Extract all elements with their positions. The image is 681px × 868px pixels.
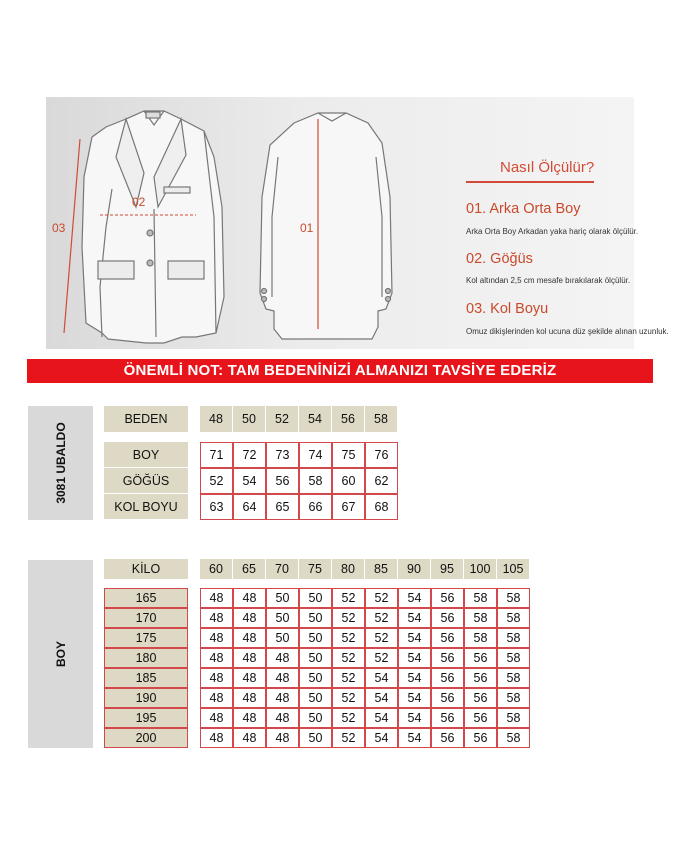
fit-size-cell: 48 xyxy=(233,688,266,708)
fit-size-cell: 58 xyxy=(497,688,530,708)
fit-size-cell: 48 xyxy=(266,708,299,728)
fit-size-cell: 52 xyxy=(332,708,365,728)
how-to-title: Nasıl Ölçülür? xyxy=(500,159,595,176)
fit-size-cell: 56 xyxy=(431,708,464,728)
fit-size-cell: 48 xyxy=(233,708,266,728)
fit-size-cell: 48 xyxy=(233,588,266,608)
weight-header-cell: 65 xyxy=(233,559,265,579)
fit-size-cell: 54 xyxy=(398,688,431,708)
fit-size-cell: 54 xyxy=(365,708,398,728)
size-header-cell: 54 xyxy=(299,406,331,432)
fit-size-cell: 56 xyxy=(431,608,464,628)
fit-size-cell: 48 xyxy=(266,688,299,708)
fit-size-cell: 48 xyxy=(200,648,233,668)
fit-size-cell: 52 xyxy=(365,608,398,628)
fit-size-cell: 54 xyxy=(365,668,398,688)
fit-size-cell: 48 xyxy=(200,728,233,748)
fit-size-cell: 48 xyxy=(200,708,233,728)
measure-cell: 63 xyxy=(200,494,233,520)
fit-size-cell: 52 xyxy=(365,648,398,668)
product-code-label xyxy=(28,406,93,520)
size-header-cell: 52 xyxy=(266,406,298,432)
marker-02: 02 xyxy=(132,195,146,209)
measure-cell: 71 xyxy=(200,442,233,468)
jacket-back-drawing xyxy=(260,113,392,339)
fit-size-cell: 48 xyxy=(233,608,266,628)
height-row-label: 195 xyxy=(104,708,188,728)
important-note-banner: ÖNEMLİ NOT: TAM BEDENİNİZİ ALMANIZI TAVSİYE EDERİZ xyxy=(27,359,653,383)
weight-header-cell: 95 xyxy=(431,559,463,579)
fit-size-cell: 48 xyxy=(233,728,266,748)
fit-size-cell: 56 xyxy=(464,728,497,748)
size-header-cell: 58 xyxy=(365,406,397,432)
fit-size-cell: 56 xyxy=(431,628,464,648)
fit-size-cell: 58 xyxy=(464,628,497,648)
fit-size-cell: 50 xyxy=(299,728,332,748)
fit-size-cell: 48 xyxy=(266,648,299,668)
fit-size-cell: 50 xyxy=(299,588,332,608)
fit-size-cell: 50 xyxy=(266,588,299,608)
fit-size-cell: 58 xyxy=(464,588,497,608)
fit-size-cell: 48 xyxy=(266,668,299,688)
step-back-length-label: 01. Arka Orta Boy xyxy=(466,201,581,217)
fit-size-cell: 52 xyxy=(332,688,365,708)
fit-size-cell: 58 xyxy=(497,648,530,668)
measure-cell: 75 xyxy=(332,442,365,468)
height-axis-text: BOY xyxy=(53,640,68,668)
title-underline xyxy=(466,181,594,183)
fit-size-cell: 50 xyxy=(299,608,332,628)
weight-header-cell: 80 xyxy=(332,559,364,579)
fit-size-cell: 54 xyxy=(398,648,431,668)
fit-size-cell: 56 xyxy=(431,688,464,708)
height-row-label: 175 xyxy=(104,628,188,648)
fit-size-cell: 54 xyxy=(398,608,431,628)
fit-size-cell: 58 xyxy=(497,728,530,748)
fit-size-cell: 48 xyxy=(233,668,266,688)
fit-size-cell: 54 xyxy=(398,668,431,688)
measure-cell: 52 xyxy=(200,468,233,494)
product-code-text: 3081 UBALDO xyxy=(53,422,68,504)
fit-size-cell: 54 xyxy=(398,708,431,728)
weight-header-cell: 90 xyxy=(398,559,430,579)
measure-cell: 64 xyxy=(233,494,266,520)
fit-size-cell: 50 xyxy=(299,648,332,668)
fit-size-cell: 54 xyxy=(365,728,398,748)
fit-size-cell: 52 xyxy=(332,628,365,648)
weight-header-cell: 100 xyxy=(464,559,496,579)
fit-size-cell: 58 xyxy=(464,608,497,628)
measure-cell: 62 xyxy=(365,468,398,494)
measure-cell: 68 xyxy=(365,494,398,520)
fit-size-cell: 50 xyxy=(266,628,299,648)
height-row-label: 180 xyxy=(104,648,188,668)
fit-size-cell: 56 xyxy=(464,688,497,708)
fit-size-cell: 48 xyxy=(233,648,266,668)
marker-03: 03 xyxy=(52,221,66,235)
fit-size-cell: 56 xyxy=(431,648,464,668)
fit-size-cell: 56 xyxy=(464,708,497,728)
height-row-label: 165 xyxy=(104,588,188,608)
marker-01: 01 xyxy=(300,221,314,235)
fit-size-cell: 54 xyxy=(365,688,398,708)
fit-size-cell: 58 xyxy=(497,588,530,608)
weight-header-cell: 105 xyxy=(497,559,529,579)
fit-size-cell: 48 xyxy=(200,668,233,688)
fit-size-cell: 50 xyxy=(299,708,332,728)
measure-cell: 67 xyxy=(332,494,365,520)
fit-size-cell: 56 xyxy=(431,588,464,608)
measure-cell: 54 xyxy=(233,468,266,494)
fit-size-cell: 48 xyxy=(200,608,233,628)
fit-size-cell: 52 xyxy=(332,728,365,748)
size-header-label: BEDEN xyxy=(104,406,188,432)
fit-size-cell: 56 xyxy=(464,648,497,668)
measure-row-label: GÖĞÜS xyxy=(104,468,188,493)
height-row-label: 185 xyxy=(104,668,188,688)
step-chest-desc: Kol altından 2,5 cm mesafe bırakılarak ölçülür. xyxy=(466,276,631,285)
size-header-cell: 50 xyxy=(233,406,265,432)
jacket-front-drawing xyxy=(82,111,224,343)
height-row-label: 170 xyxy=(104,608,188,628)
fit-size-cell: 52 xyxy=(365,628,398,648)
step-chest-label: 02. Göğüs xyxy=(466,251,533,267)
measure-cell: 74 xyxy=(299,442,332,468)
weight-header-cell: 85 xyxy=(365,559,397,579)
size-header-cell: 56 xyxy=(332,406,364,432)
measure-cell: 73 xyxy=(266,442,299,468)
fit-size-cell: 56 xyxy=(431,668,464,688)
fit-size-cell: 58 xyxy=(497,668,530,688)
fit-size-cell: 50 xyxy=(266,608,299,628)
weight-header-label: KİLO xyxy=(104,559,188,579)
weight-header-cell: 75 xyxy=(299,559,331,579)
fit-size-cell: 48 xyxy=(200,628,233,648)
fit-size-cell: 54 xyxy=(398,628,431,648)
measure-cell: 72 xyxy=(233,442,266,468)
weight-header-cell: 60 xyxy=(200,559,232,579)
measure-cell: 60 xyxy=(332,468,365,494)
fit-size-cell: 50 xyxy=(299,628,332,648)
fit-size-cell: 50 xyxy=(299,688,332,708)
fit-size-cell: 56 xyxy=(431,728,464,748)
step-sleeve-desc: Omuz dikişlerinden kol ucuna düz şekilde alınan uzunluk. xyxy=(466,327,669,336)
step-sleeve-label: 03. Kol Boyu xyxy=(466,301,549,317)
fit-size-cell: 54 xyxy=(398,588,431,608)
fit-size-cell: 56 xyxy=(464,668,497,688)
measurement-illustration xyxy=(46,97,669,349)
height-row-label: 200 xyxy=(104,728,188,748)
weight-header-cell: 70 xyxy=(266,559,298,579)
fit-size-cell: 54 xyxy=(398,728,431,748)
fit-size-cell: 48 xyxy=(233,628,266,648)
fit-size-cell: 58 xyxy=(497,708,530,728)
fit-size-cell: 52 xyxy=(332,668,365,688)
fit-size-cell: 58 xyxy=(497,628,530,648)
height-axis-label xyxy=(28,560,93,748)
fit-size-cell: 52 xyxy=(332,588,365,608)
measure-cell: 76 xyxy=(365,442,398,468)
fit-size-cell: 52 xyxy=(365,588,398,608)
height-row-label: 190 xyxy=(104,688,188,708)
fit-size-cell: 50 xyxy=(299,668,332,688)
step-back-length-desc: Arka Orta Boy Arkadan yaka hariç olarak ölçülür. xyxy=(466,227,639,236)
fit-size-cell: 58 xyxy=(497,608,530,628)
fit-size-cell: 52 xyxy=(332,608,365,628)
measure-row-label: BOY xyxy=(104,442,188,467)
measure-cell: 58 xyxy=(299,468,332,494)
fit-size-cell: 48 xyxy=(266,728,299,748)
measure-cell: 66 xyxy=(299,494,332,520)
measure-cell: 65 xyxy=(266,494,299,520)
size-header-cell: 48 xyxy=(200,406,232,432)
fit-size-cell: 52 xyxy=(332,648,365,668)
measure-row-label: KOL BOYU xyxy=(104,494,188,519)
fit-size-cell: 48 xyxy=(200,588,233,608)
measure-cell: 56 xyxy=(266,468,299,494)
fit-size-cell: 48 xyxy=(200,688,233,708)
